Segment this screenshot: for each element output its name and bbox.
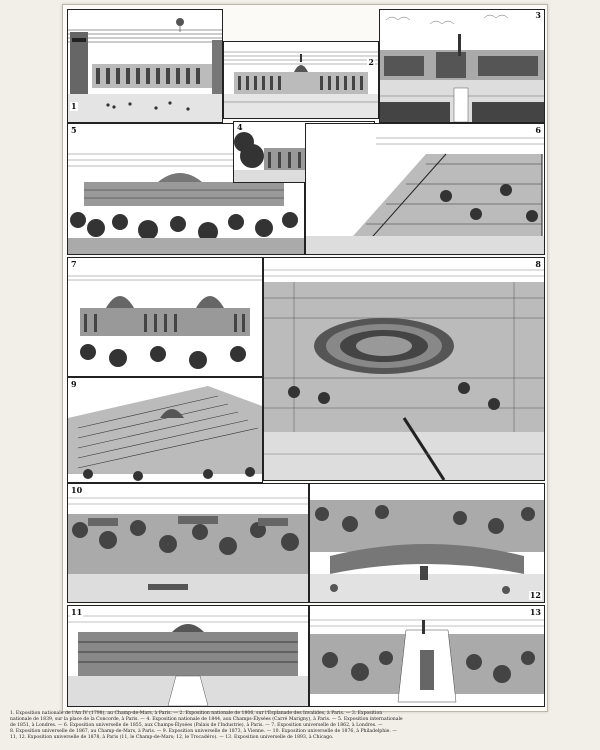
engraving-champ-de-mars-an-iv <box>68 10 222 122</box>
engraving-concorde-1839 <box>380 10 544 122</box>
engraving-champ-de-mars-1867 <box>264 258 544 480</box>
panel-number: 2 <box>368 57 374 67</box>
panel-number: 11 <box>71 607 83 617</box>
panel-9-vienne-1873 <box>67 377 263 483</box>
caption-line: 8. Exposition universelle de 1867, au Champ-de-Mars, à Paris. — 9. Exposition universelle de 1873, à Vienne. — 10. Exposition universelle de 1876, à Philadelphie. — <box>10 729 397 734</box>
caption-line: 11, 12. Exposition universelle de 1878, à Paris (11, le Champ-de-Mars; 12, le Trocadéro). — 13. Exposition universelle de 1893, à Chicago. <box>10 735 334 740</box>
panel-2-esplanade-des-invalides <box>223 41 379 119</box>
caption-line: nationale de 1839, sur la place de la Concorde, à Paris. — 4. Exposition nationale de 1844, aux Champs-Élysées (Carré Marigny), à Paris. — 5. Exposition internationale <box>10 717 403 722</box>
engraving-vienne-1873 <box>68 378 262 482</box>
engraving-philadelphie-1876 <box>68 484 308 602</box>
panel-number: 10 <box>71 485 83 495</box>
panel-1-exposition-an-iv <box>67 9 223 123</box>
panel-number: 5 <box>71 125 77 135</box>
engraving-invalides-1806 <box>224 42 378 118</box>
panel-number: 12 <box>529 590 541 600</box>
panel-13-chicago-1893 <box>309 605 545 707</box>
panel-10-philadelphie-1876 <box>67 483 309 603</box>
engraving-plate <box>62 4 548 712</box>
engraving-champ-de-mars-1878 <box>68 606 308 706</box>
panel-3-place-de-la-concorde <box>379 9 545 123</box>
caption-line: de 1851, à Londres. — 6. Exposition universelle de 1855, aux Champs-Élysées (Palais de l'Industrie), à Paris. — 7. Exposition universelle de 1862, à Londres. — <box>10 723 383 728</box>
panel-number: 6 <box>535 125 541 135</box>
engraving-chicago-1893 <box>310 606 544 706</box>
panel-8-champ-de-mars-1867 <box>263 257 545 481</box>
panel-number: 3 <box>535 10 541 20</box>
engraving-trocadero-1878 <box>310 484 544 602</box>
panel-number: 8 <box>535 259 541 269</box>
panel-11-champ-de-mars-1878 <box>67 605 309 707</box>
panel-number: 13 <box>529 607 541 617</box>
engraving-palais-industrie-1855 <box>306 124 544 254</box>
panel-12-trocadero-1878 <box>309 483 545 603</box>
panel-number: 4 <box>237 122 243 132</box>
caption-line: 1. Exposition nationale de l'An IV (1798), au Champ-de-Mars, à Paris. — 2. Exposition nationale de 1806, sur l'Esplanade des Invalides, à Paris. — 3. Exposition <box>10 711 383 716</box>
engraving-londres-1862 <box>68 258 262 376</box>
plate-caption <box>10 711 482 741</box>
panel-number: 9 <box>71 379 77 389</box>
panel-number: 7 <box>71 259 77 269</box>
panel-7-londres-1862 <box>67 257 263 377</box>
panel-6-palais-de-l-industrie-1855 <box>305 123 545 255</box>
panel-number: 1 <box>71 101 77 111</box>
